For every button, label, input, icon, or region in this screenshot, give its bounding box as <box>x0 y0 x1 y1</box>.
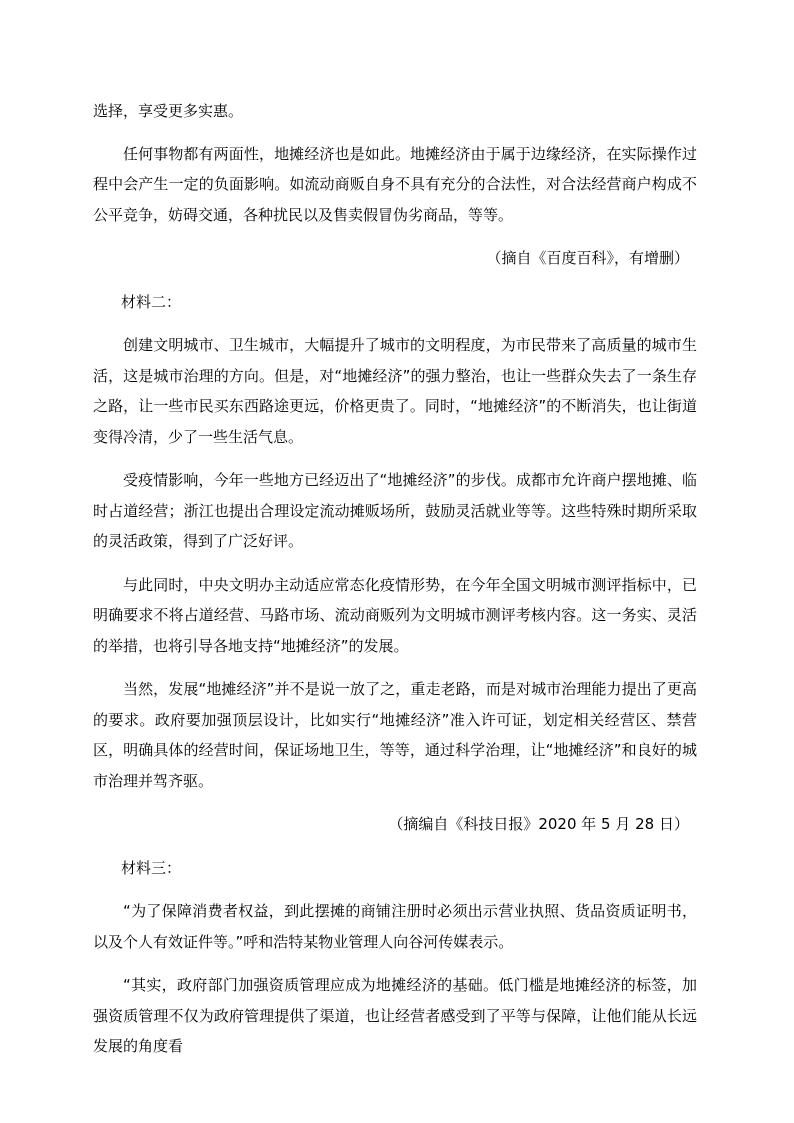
paragraph-consumer-rights: “为了保障消费者权益，到此摆摊的商铺注册时必须出示营业执照、货品资质证明书，以及个人有效证件等。”呼和浩特某物业管理人向谷河传媒表示。 <box>93 902 697 951</box>
paragraph-two-sides: 任何事物都有两面性，地摊经济也是如此。地摊经济由于属于边缘经济，在实际操作过程中会产生一定的负面影响。如流动商贩自身不具有充分的合法性，对合法经营商户构成不公平竞争，妨碍交通，各种扰民以及售卖假冒伪劣商品，等等。 <box>93 144 697 224</box>
document-page <box>93 96 697 1075</box>
paragraph-civilized-city: 创建文明城市、卫生城市，大幅提升了城市的文明程度，为市民带来了高质量的城市生活，这是城市治理的方向。但是，对“地摊经济”的强力整治，也让一些群众失去了一条生存之路，让一些市民买东西路途更远，价格更贵了。同时，“地摊经济”的不断消失，也让街道变得冷清，少了一些生活气息。 <box>93 336 697 446</box>
source-citation-baidu: （摘自《百度百科》，有增删） <box>486 249 689 267</box>
source-citation-tech-daily: （摘编自《科技日报》2020 年 5 月 28 日） <box>388 815 689 833</box>
paragraph-epidemic-impact: 受疫情影响，今年一些地方已经迈出了“地摊经济”的步伐。成都市允许商户摆地摊、临时占道经营；浙江也提出合理设定流动摊贩场所，鼓励灵活就业等等。这些特殊时期所采取的灵活政策，得到了广泛好评。 <box>93 471 697 550</box>
section-label-material-three: 材料三： <box>121 858 182 877</box>
paragraph-continuation: 选择，享受更多实惠。 <box>93 102 244 120</box>
paragraph-qualification: “其实，政府部门加强资质管理应成为地摊经济的基础。低门槛是地摊经济的标签，加强资质管理不仅为政府管理提供了渠道，也让经营者感受到了平等与保障，让他们能从长远发展的角度看 <box>93 976 697 1055</box>
section-label-material-two: 材料二： <box>121 292 182 311</box>
paragraph-central-office: 与此同时，中央文明办主动适应常态化疫情形势，在今年全国文明城市测评指标中，已明确要求不将占道经营、马路市场、流动商贩列为文明城市测评考核内容。这一务实、灵活的举措，也将引导各地支持“地摊经济”的发展。 <box>93 575 697 655</box>
paragraph-governance: 当然，发展“地摊经济”并不是说一放了之，重走老路，而是对城市治理能力提出了更高的要求。政府要加强顶层设计，比如实行“地摊经济”准入许可证，划定相关经营区、禁营区，明确具体的经营时间，保证场地卫生，等等，通过科学治理，让“地摊经济”和良好的城市治理并驾齐驱。 <box>93 680 697 790</box>
